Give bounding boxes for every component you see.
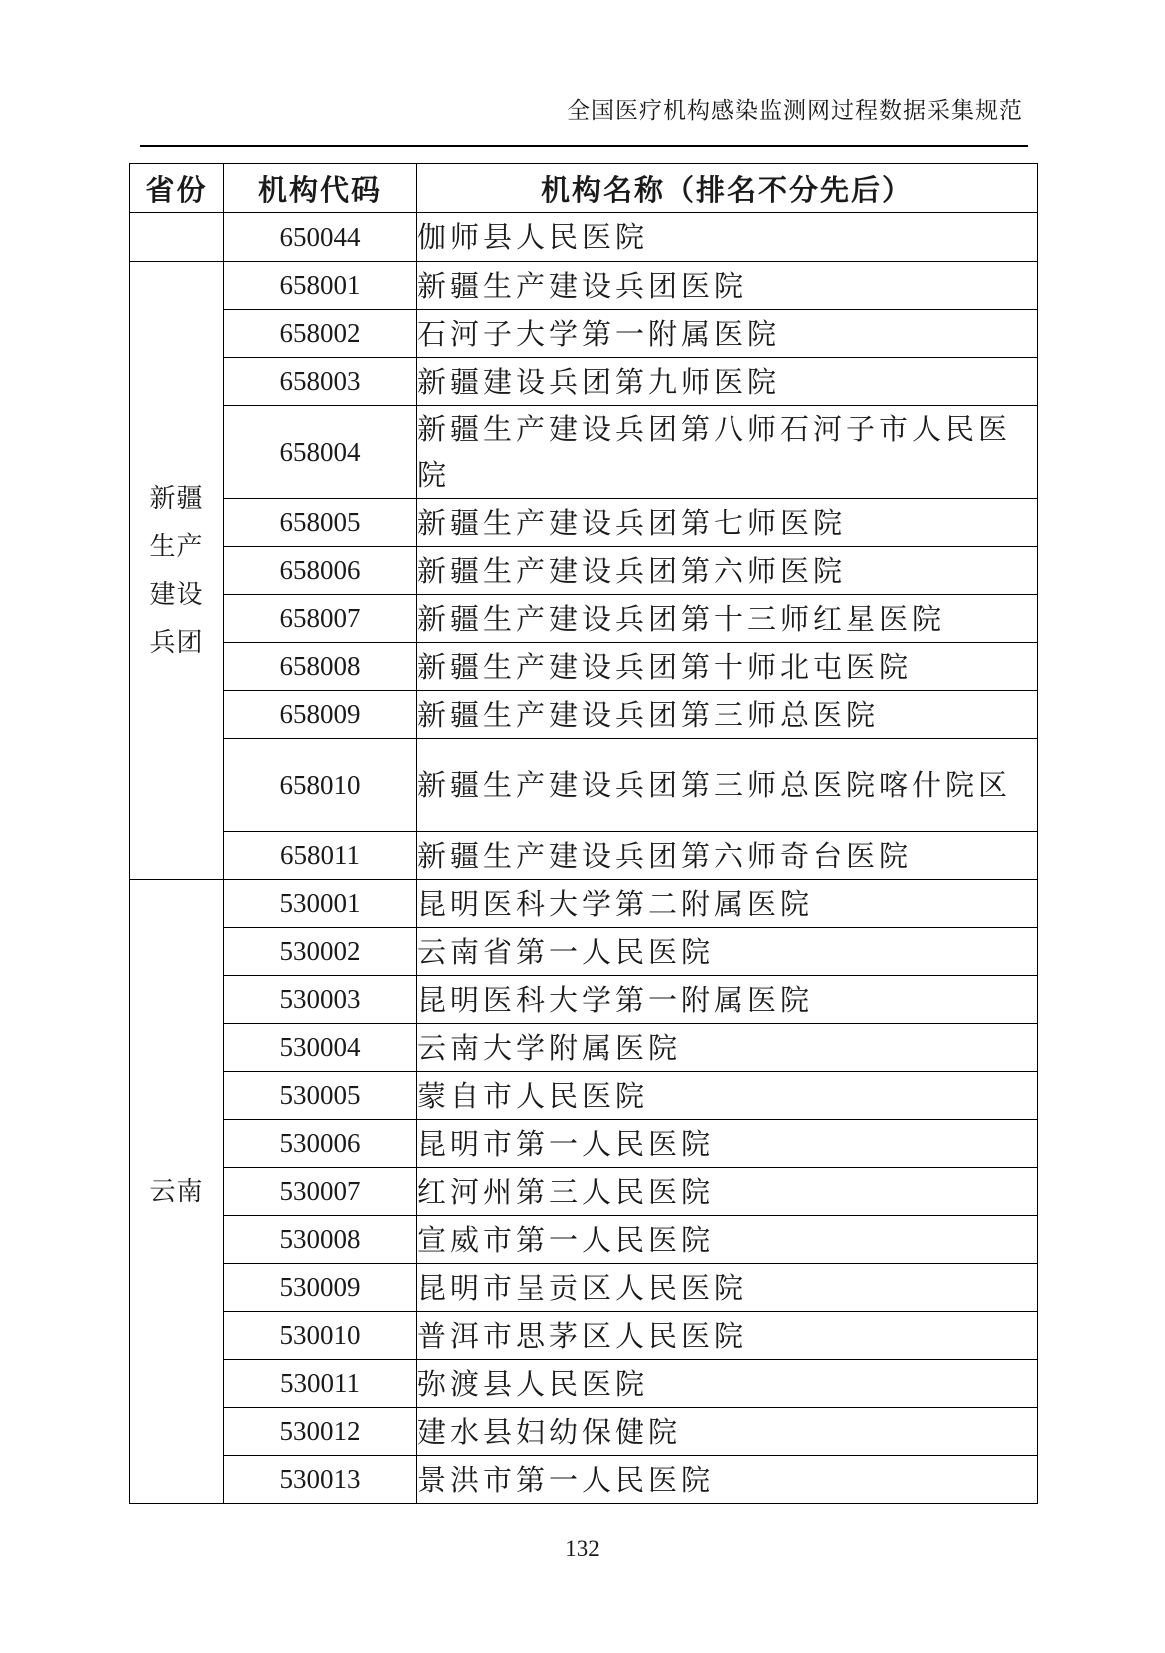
institution-code: 658010 [224, 739, 417, 832]
institution-code: 530007 [224, 1168, 417, 1216]
institution-name: 伽师县人民医院 [417, 213, 1038, 262]
institution-name: 昆明市呈贡区人民医院 [417, 1264, 1038, 1312]
institution-name: 新疆生产建设兵团第十师北屯医院 [417, 643, 1038, 691]
institution-name: 新疆建设兵团第九师医院 [417, 358, 1038, 406]
institution-name: 云南省第一人民医院 [417, 928, 1038, 976]
page-number: 132 [565, 1536, 600, 1561]
province-cell [130, 262, 224, 880]
table-row [130, 832, 1038, 880]
institution-code: 658003 [224, 358, 417, 406]
institution-code: 530008 [224, 1216, 417, 1264]
table-row [130, 1456, 1038, 1504]
institution-code: 658002 [224, 310, 417, 358]
province-cell [130, 213, 224, 262]
institution-code: 658008 [224, 643, 417, 691]
table-row [130, 739, 1038, 832]
table-row [130, 1216, 1038, 1264]
column-header-code: 机构代码 [224, 164, 417, 213]
table-row [130, 262, 1038, 310]
institution-name: 建水县妇幼保健院 [417, 1408, 1038, 1456]
table-row [130, 1072, 1038, 1120]
institution-code: 658011 [224, 832, 417, 880]
institution-name: 新疆生产建设兵团第十三师红星医院 [417, 595, 1038, 643]
institution-code: 650044 [224, 213, 417, 262]
institution-name: 新疆生产建设兵团第六师医院 [417, 547, 1038, 595]
column-header-name: 机构名称（排名不分先后） [417, 164, 1038, 213]
institution-code: 530012 [224, 1408, 417, 1456]
institution-name: 普洱市思茅区人民医院 [417, 1312, 1038, 1360]
table-row [130, 213, 1038, 262]
running-header: 全国医疗机构感染监测网过程数据采集规范 [567, 98, 1023, 124]
institution-name: 昆明市第一人民医院 [417, 1120, 1038, 1168]
institution-code: 530006 [224, 1120, 417, 1168]
table-row [130, 1360, 1038, 1408]
institution-code: 658001 [224, 262, 417, 310]
table-row [130, 1264, 1038, 1312]
table-row [130, 1408, 1038, 1456]
institution-name: 昆明医科大学第二附属医院 [417, 880, 1038, 928]
institution-name: 新疆生产建设兵团第八师石河子市人民医院 [417, 406, 1038, 499]
header-rule [140, 145, 1028, 147]
institution-name: 新疆生产建设兵团第三师总医院 [417, 691, 1038, 739]
institution-name: 昆明医科大学第一附属医院 [417, 976, 1038, 1024]
table-row [130, 691, 1038, 739]
table-row [130, 1024, 1038, 1072]
institution-name: 新疆生产建设兵团第七师医院 [417, 499, 1038, 547]
table-header-row [130, 164, 1038, 213]
institution-code: 530010 [224, 1312, 417, 1360]
table-row [130, 1120, 1038, 1168]
institution-code: 530003 [224, 976, 417, 1024]
table-row [130, 1168, 1038, 1216]
table-row [130, 643, 1038, 691]
table-row [130, 976, 1038, 1024]
institution-code: 658005 [224, 499, 417, 547]
institution-name: 新疆生产建设兵团第三师总医院喀什院区 [417, 739, 1038, 832]
province-label: 云南 [149, 1176, 204, 1207]
table-row [130, 880, 1038, 928]
province-label: 新疆生产建设兵团 [149, 483, 204, 658]
province-cell [130, 880, 224, 1504]
table-row [130, 310, 1038, 358]
institution-code: 530011 [224, 1360, 417, 1408]
column-header-province: 省份 [130, 164, 224, 213]
institution-code: 658007 [224, 595, 417, 643]
institution-code: 658004 [224, 406, 417, 499]
institution-code: 658009 [224, 691, 417, 739]
institution-code: 658006 [224, 547, 417, 595]
table-row [130, 499, 1038, 547]
table-row [130, 595, 1038, 643]
institution-code: 530001 [224, 880, 417, 928]
institution-name: 新疆生产建设兵团第六师奇台医院 [417, 832, 1038, 880]
institution-name: 蒙自市人民医院 [417, 1072, 1038, 1120]
table-body [130, 213, 1038, 1504]
institution-code: 530013 [224, 1456, 417, 1504]
institution-name: 弥渡县人民医院 [417, 1360, 1038, 1408]
table-row [130, 406, 1038, 499]
institution-name: 石河子大学第一附属医院 [417, 310, 1038, 358]
institution-name: 景洪市第一人民医院 [417, 1456, 1038, 1504]
institution-code: 530002 [224, 928, 417, 976]
table-row [130, 358, 1038, 406]
institution-name: 云南大学附属医院 [417, 1024, 1038, 1072]
institution-table [129, 163, 1038, 1504]
institution-code: 530005 [224, 1072, 417, 1120]
institution-code: 530009 [224, 1264, 417, 1312]
table-row [130, 547, 1038, 595]
institution-code: 530004 [224, 1024, 417, 1072]
table-row [130, 1312, 1038, 1360]
institution-name: 宣威市第一人民医院 [417, 1216, 1038, 1264]
institution-name: 新疆生产建设兵团医院 [417, 262, 1038, 310]
table-row [130, 928, 1038, 976]
institution-name: 红河州第三人民医院 [417, 1168, 1038, 1216]
